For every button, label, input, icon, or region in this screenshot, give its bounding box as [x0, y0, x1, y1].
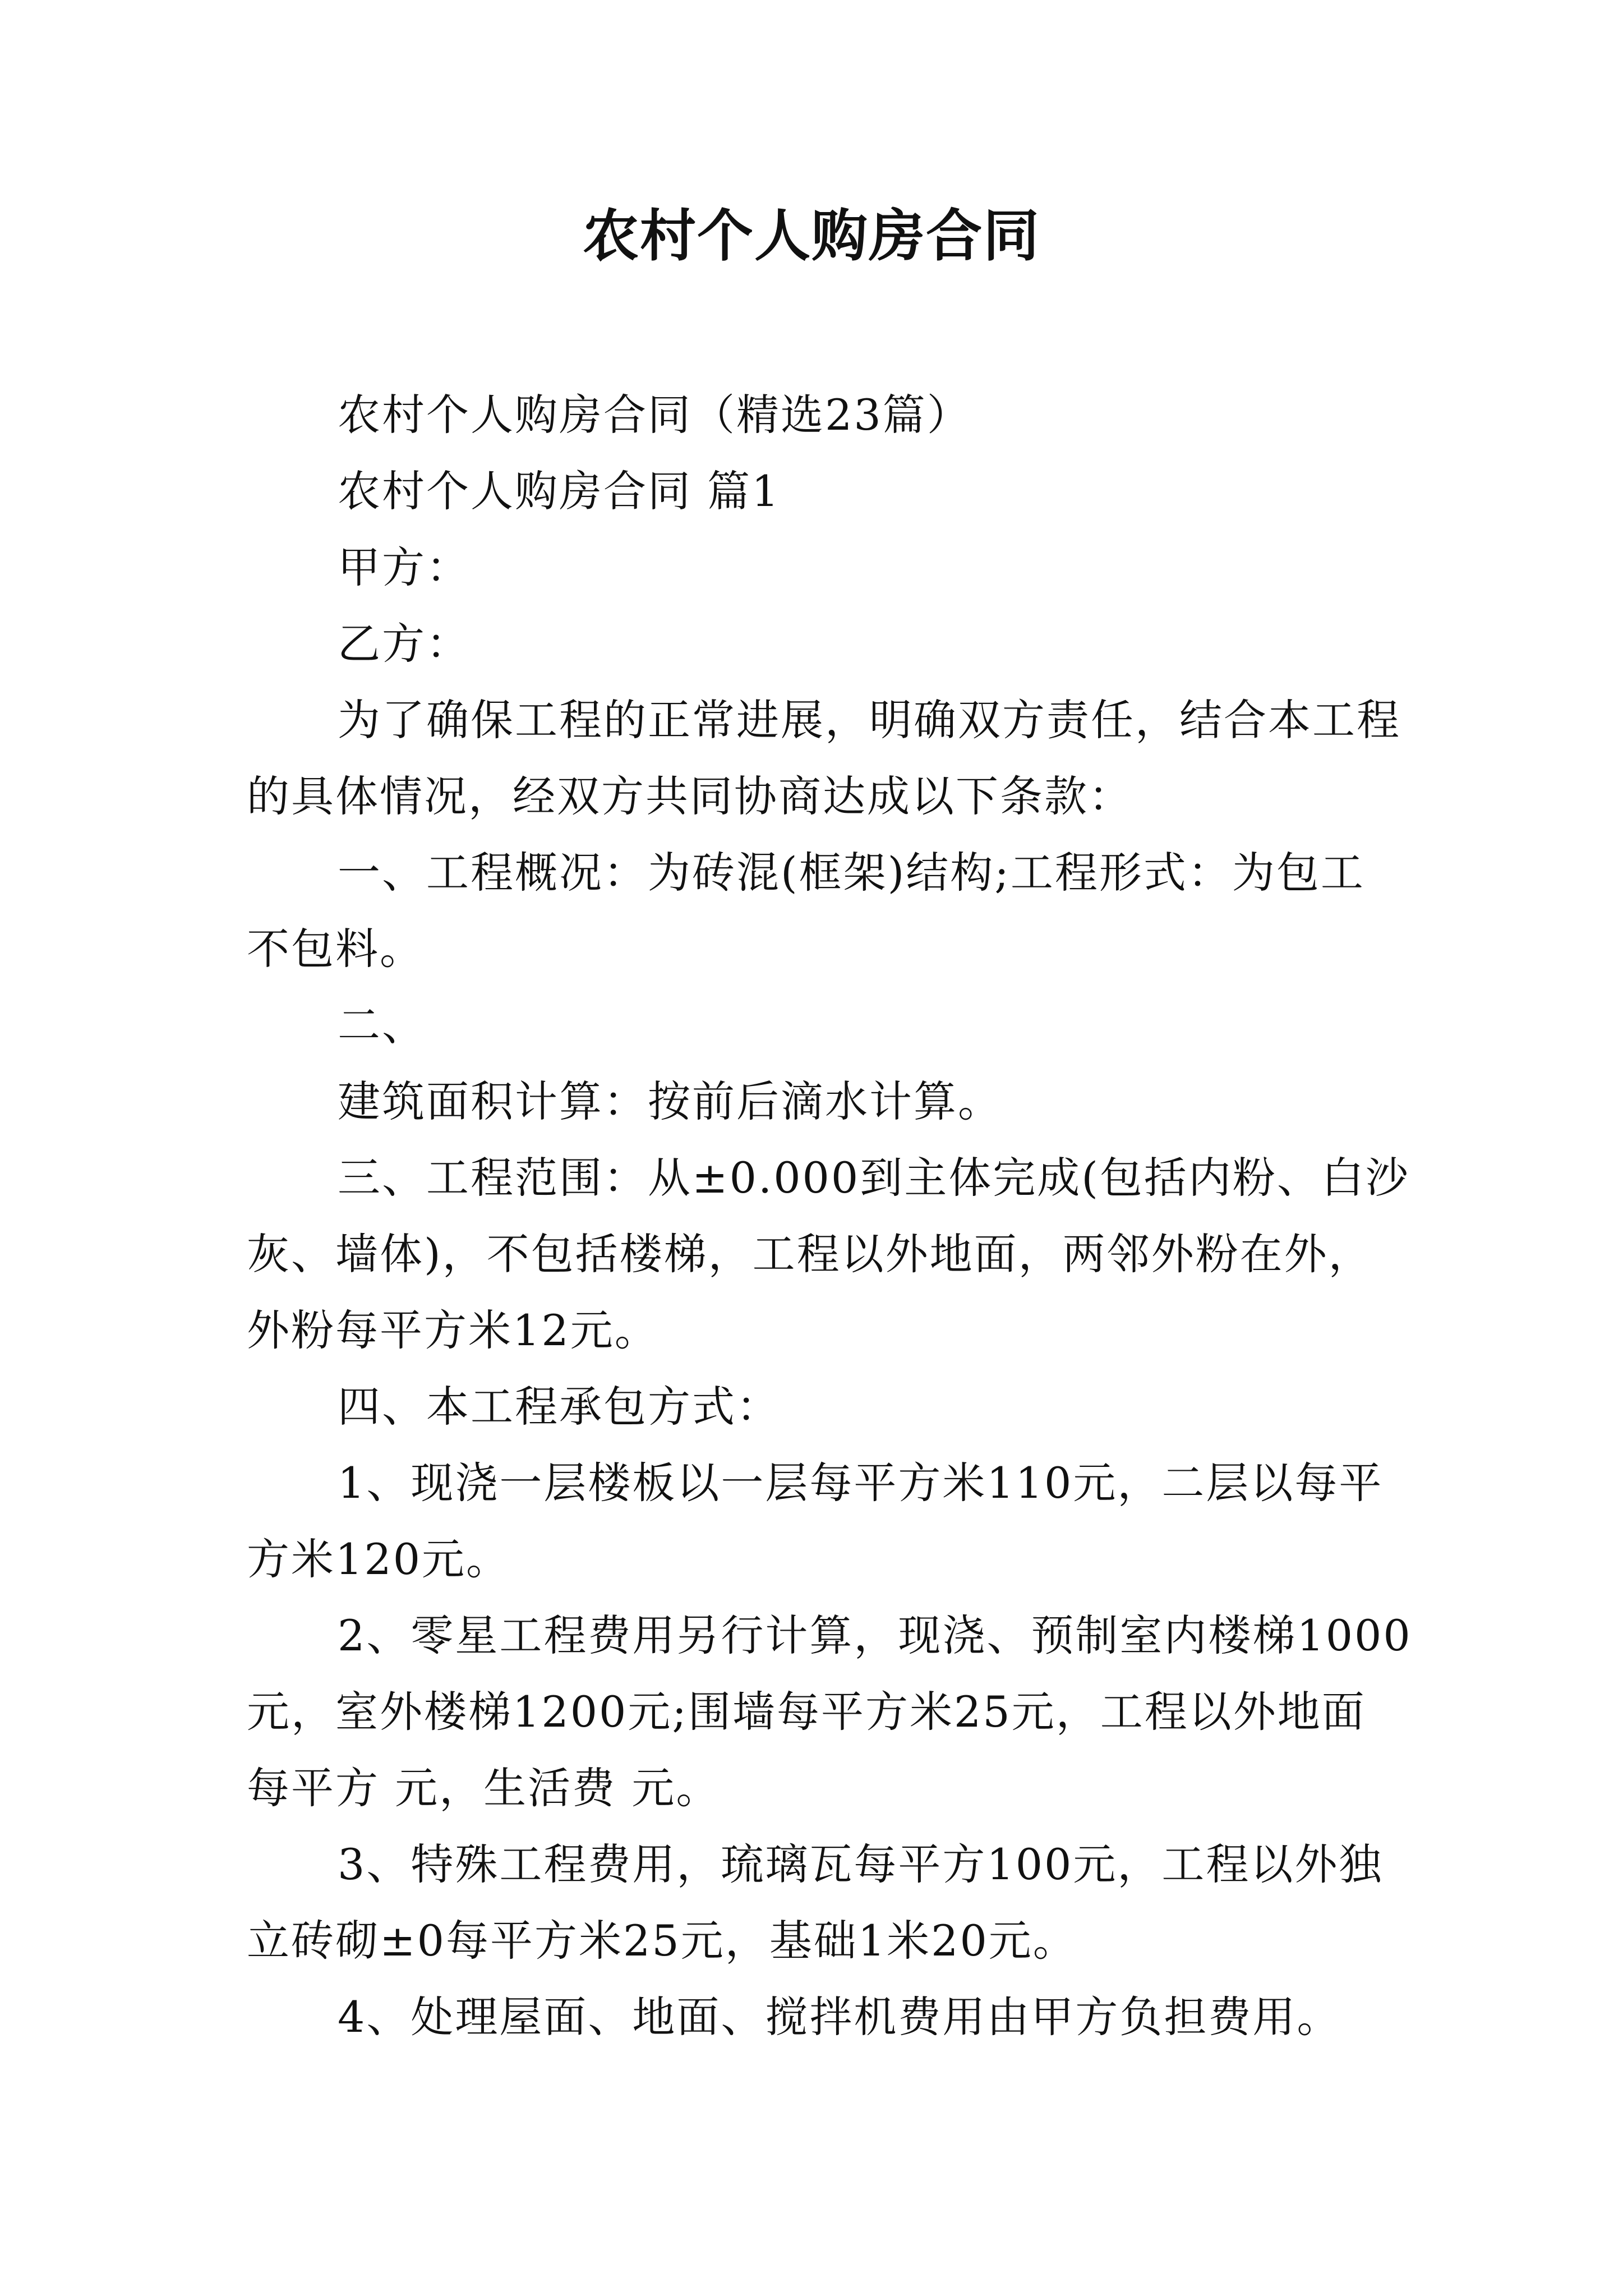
- section-heading: 农村个人购房合同 篇1: [338, 466, 781, 516]
- party-a-label: 甲方：: [338, 542, 471, 592]
- paragraph-line: 的具体情况，经双方共同协商达成以下条款：: [247, 771, 1133, 821]
- paragraph-line: 二、: [338, 1000, 426, 1050]
- paragraph-line: 建筑面积计算：按前后滴水计算。: [338, 1076, 1002, 1126]
- paragraph-line: 每平方 元，生活费 元。: [247, 1763, 721, 1813]
- paragraph-line: 1、现浇一层楼板以一层每平方米110元，二层以每平: [338, 1458, 1384, 1508]
- paragraph-line: 立砖砌±0每平方米25元，基础1米20元。: [247, 1916, 1077, 1966]
- paragraph-line: 不包料。: [247, 924, 424, 974]
- paragraph-line: 3、特殊工程费用，琉璃瓦每平方100元，工程以外独: [338, 1839, 1384, 1889]
- paragraph-line: 灰、墙体)，不包括楼梯，工程以外地面，两邻外粉在外，: [247, 1229, 1373, 1279]
- subtitle-line: 农村个人购房合同（精选23篇）: [338, 390, 971, 440]
- paragraph-line: 元，室外楼梯1200元;围墙每平方米25元，工程以外地面: [247, 1687, 1366, 1737]
- paragraph-line: 为了确保工程的正常进展，明确双方责任，结合本工程: [338, 695, 1401, 745]
- party-b-label: 乙方：: [338, 619, 471, 669]
- paragraph-line: 4、处理屋面、地面、搅拌机费用由甲方负担费用。: [338, 1992, 1341, 2042]
- paragraph-line: 2、零星工程费用另行计算，现浇、预制室内楼梯1000: [338, 1611, 1412, 1660]
- paragraph-line: 一、工程概况：为砖混(框架)结构;工程形式：为包工: [338, 848, 1365, 898]
- paragraph-line: 四、本工程承包方式：: [338, 1382, 781, 1432]
- paragraph-line: 方米120元。: [247, 1534, 511, 1584]
- document-title: 农村个人购房合同: [583, 203, 1040, 269]
- paragraph-line: 三、工程范围：从±0.000到主体完成(包括内粉、白沙: [338, 1153, 1410, 1203]
- paragraph-line: 外粉每平方米12元。: [247, 1305, 659, 1355]
